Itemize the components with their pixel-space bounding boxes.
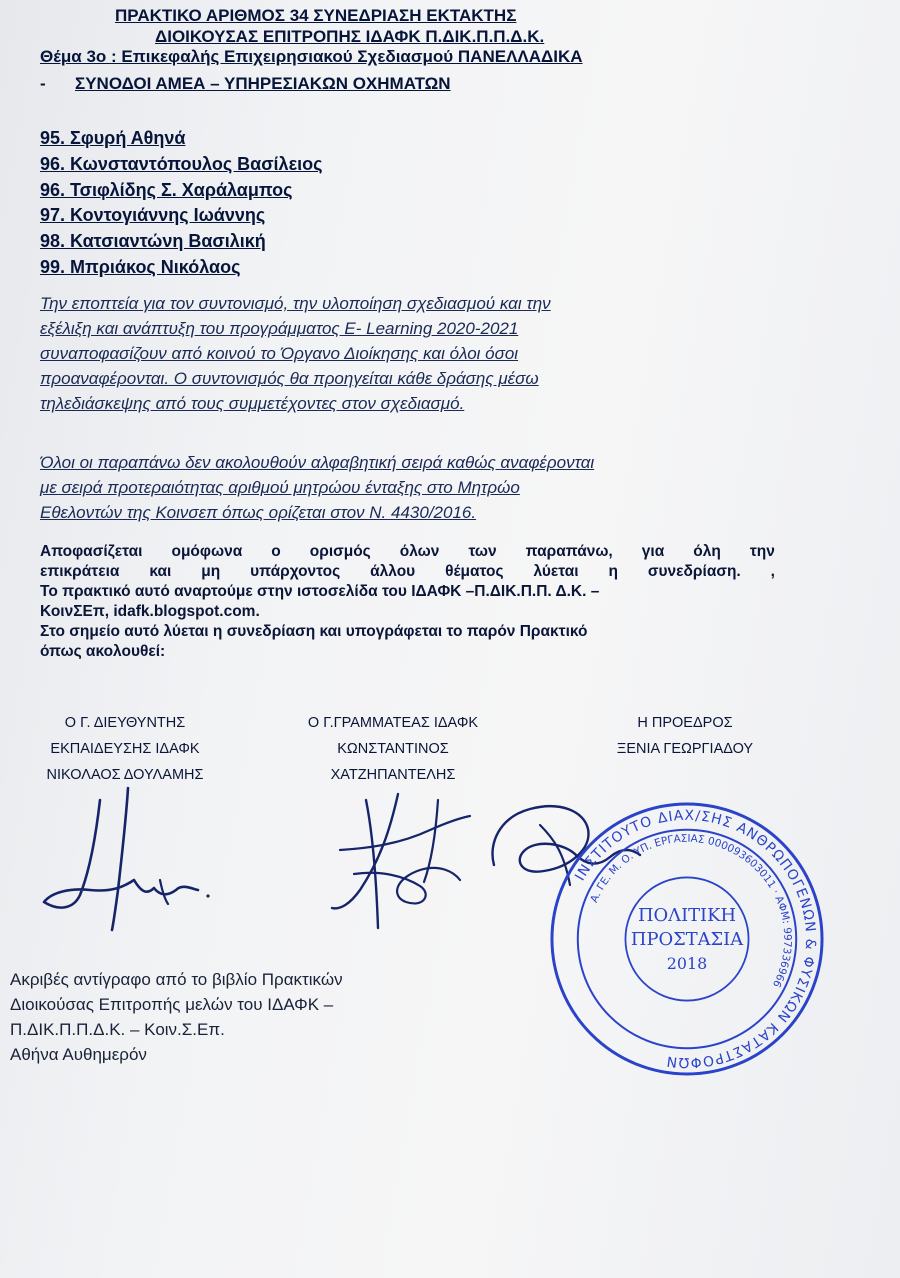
signatory-president [590,710,780,762]
paragraph-line: Εθελοντών της Κοινσεπ όπως ορίζεται στον Ν. 4430/2016. [40,503,477,522]
signatory-role: ΕΚΠΑΙΔΕΥΣΗΣ ΙΔΑΦΚ [50,741,200,757]
decision-line-5: Στο σημείο αυτό λύεται η συνεδρίαση και υπογράφεται το παρόν Πρακτικό [40,623,588,640]
paragraph-line: τηλεδιάσκεψης από τους συμμετέχοντες στον σχεδιασμό. [40,394,465,413]
supervision-paragraph [40,291,551,416]
official-stamp [548,800,826,1078]
signatory-name: ΞΕΝΙΑ ΓΕΩΡΓΙΑΔΟΥ [616,741,754,757]
signature-secretary [320,790,500,940]
paragraph-line: Την εποπτεία για τον συντονισμό, την υλοποίηση σχεδιασμού και την [40,294,551,313]
signatory-role: Η ΠΡΟΕΔΡΟΣ [637,715,733,731]
subject-subline: ΣΥΝΟΔΟΙ ΑΜΕΑ – ΥΠΗΡΕΣΙΑΚΩΝ ΟΧΗΜΑΤΩΝ [75,74,451,93]
word: συνεδρίαση. [647,563,741,580]
paragraph-line: προαναφέρονται. Ο συντονισμός θα προηγείται κάθε δράσης μέσω [40,369,539,388]
word: η [608,563,618,580]
paragraph-line: με σειρά προτεραιότητας αριθμού μητρώου ένταξης στο Μητρώο [40,478,520,497]
word: για [641,543,665,560]
decision-line-2 [40,562,775,582]
header-line-2: ΔΙΟΙΚΟΥΣΑΣ ΕΠΙΤΡΟΠΗΣ ΙΔΑΦΚ Π.ΔΙΚ.Π.Π.Δ.Κ. [155,27,545,46]
word: και [149,563,172,580]
copy-line: Ακριβές αντίγραφο από το βιβλίο Πρακτικών [10,970,343,989]
signatory-role: ΚΩΝΣΤΑΝΤΙΝΟΣ [337,741,449,757]
header-line-1: ΠΡΑΚΤΙΚΟ ΑΡΙΘΜΟΣ 34 ΣΥΝΕΔΡΙΑΣΗ ΕΚΤΑΚΤΗΣ [115,6,517,25]
stamp-center-line-1: ΠΟΛΙΤΙΚΗ [637,905,737,927]
certified-copy-note [10,967,343,1067]
word: ομόφωνα [171,543,243,560]
word: όλη [693,543,721,560]
stamp-outer-text: ΙΝΣΤΙΤΟΥΤΟ ΔΙΑΧ/ΣΗΣ ΑΝΘΡΩΠΟΓΕΝΩΝ & ΦΥΣΙΚΩΝ ΚΑΤΑΣΤΡΟΦΩΝ [572,807,819,1071]
signatory-name: ΧΑΤΖΗΠΑΝΤΕΛΗΣ [330,767,456,783]
subject-dash: - [40,74,46,93]
word: ορισμός [309,543,371,560]
list-item: 97. Κοντογιάννης Ιωάννης [40,205,266,226]
stamp-center-line-2: ΠΡΟΣΤΑΣΙΑ [630,928,744,950]
word: επικράτεια [40,563,120,580]
word: Αποφασίζεται [40,543,143,560]
signatory-name: ΝΙΚΟΛΑΟΣ ΔΟΥΛΑΜΗΣ [46,767,204,783]
copy-line: Διοικούσας Επιτροπής μελών του ΙΔΑΦΚ – [10,995,334,1014]
word: μη [201,563,221,580]
paragraph-line: συναποφασίζουν από κοινού το Όργανο Διοίκησης και όλοι όσοι [40,344,519,363]
word: των [468,543,497,560]
word: θέματος [445,563,504,580]
word: όλων [399,543,440,560]
decision-line-1 [40,542,775,562]
list-item: 98. Κατσιαντώνη Βασιλική [40,231,266,252]
word: λύεται [533,563,579,580]
list-item: 95. Σφυρή Αθηνά [40,128,186,148]
signatory-secretary [268,710,518,788]
word: την [749,543,775,560]
list-item: 96. Κωνσταντόπουλος Βασίλειος [40,153,323,174]
signatory-director [20,710,230,788]
decision-line-3: Το πρακτικό αυτό αναρτούμε στην ιστοσελίδα του ΙΔΑΦΚ –Π.ΔΙΚ.Π.Π. Δ.Κ. – [40,583,600,600]
signatory-role: Ο Γ. ΔΙΕΥΘΥΝΤΗΣ [64,715,186,731]
list-item: 96. Τσιφλίδης Σ. Χαράλαμπος [40,179,293,200]
decision-line-6: όπως ακολουθεί: [40,643,166,660]
copy-line: Π.ΔΙΚ.Π.Π.Δ.Κ. – Κοιν.Σ.Επ. [10,1020,225,1039]
stamp-center-line-3: 2018 [666,953,708,973]
word: ο [271,543,281,560]
members-list [40,126,322,281]
word: υπάρχοντος [250,563,341,580]
stamp-inner-text: Α. ΓΕ. Μ. Ο. ΥΠ. ΕΡΓΑΣΙΑΣ 000093603011 · ΑΦΜ: 997336966 [588,832,794,990]
signatory-role: Ο Γ.ΓΡΑΜΜΑΤΕΑΣ ΙΔΑΦΚ [307,715,479,731]
list-item: 99. Μπριάκος Νικόλαος [40,256,241,277]
word: παραπάνω, [525,543,613,560]
signature-director [30,780,220,950]
order-paragraph [40,450,594,525]
decision-paragraph [40,542,775,662]
subject-line: Θέμα 3ο : Επικεφαλής Επιχειρησιακού Σχεδιασμού ΠΑΝΕΛΛΑΔΙΚΑ [40,47,583,66]
paragraph-line: Όλοι οι παραπάνω δεν ακολουθούν αλφαβητική σειρά καθώς αναφέρονται [40,453,595,472]
copy-line: Αθήνα Αυθημερόν [10,1045,147,1064]
word: άλλου [370,563,416,580]
word: , [770,563,775,580]
decision-line-4: ΚοινΣΕπ, idafk.blogspot.com. [40,603,260,620]
paragraph-line: εξέλιξη και ανάπτυξη του προγράμματος E- Learning 2020-2021 [40,319,519,338]
